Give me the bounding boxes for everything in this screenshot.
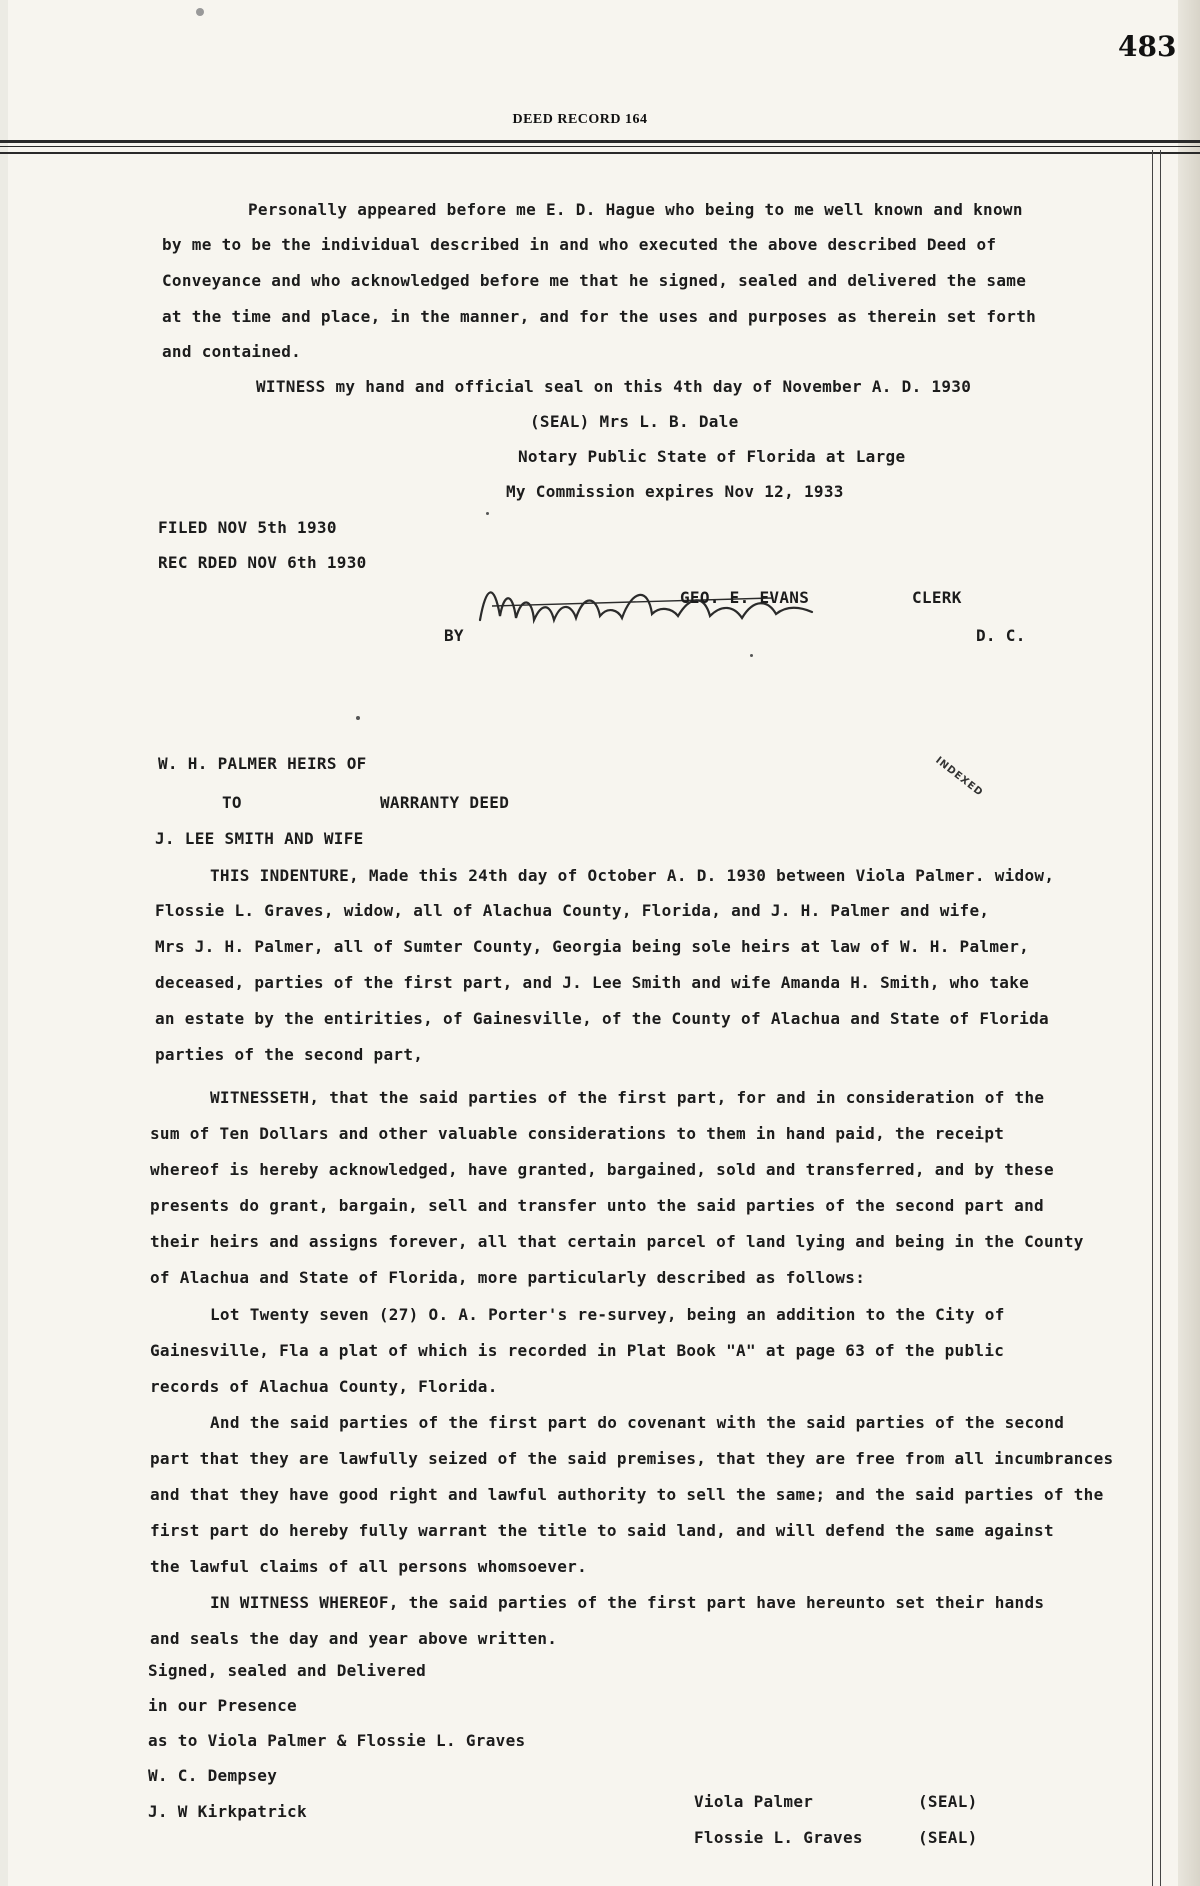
signatory-name: Viola Palmer bbox=[694, 1792, 814, 1811]
filed-date: FILED NOV 5th 1930 bbox=[158, 518, 337, 537]
deputy-clerk-label: D. C. bbox=[976, 626, 1026, 645]
witness-name: J. W Kirkpatrick bbox=[148, 1802, 307, 1821]
header-rule bbox=[0, 146, 1200, 147]
indenture-line: THIS INDENTURE, Made this 24th day of October A. D. 1930 between Viola Palmer. widow, bbox=[210, 866, 1055, 885]
covenant-line: the lawful claims of all persons whomsoever. bbox=[150, 1557, 588, 1576]
indenture-line: an estate by the entirities, of Gainesville, of the County of Alachua and State of Florida bbox=[155, 1009, 1049, 1028]
covenant-line: And the said parties of the first part do covenant with the said parties of the second bbox=[210, 1413, 1065, 1432]
page-edge bbox=[1178, 0, 1200, 1886]
acknowledgment-line: and contained. bbox=[162, 342, 302, 361]
indenture-line: Flossie L. Graves, widow, all of Alachua County, Florida, and J. H. Palmer and wife, bbox=[155, 901, 990, 920]
recorded-date: REC RDED NOV 6th 1930 bbox=[158, 553, 367, 572]
signatory-name: Flossie L. Graves bbox=[694, 1828, 863, 1847]
witnesseth-line: WITNESSETH, that the said parties of the first part, for and in consideration of the bbox=[210, 1088, 1045, 1107]
acknowledgment-line: Personally appeared before me E. D. Hague who being to me well known and known bbox=[248, 200, 1023, 219]
covenant-line: part that they are lawfully seized of the said premises, that they are free from all incumbrances bbox=[150, 1449, 1114, 1468]
signed-line: as to Viola Palmer & Flossie L. Graves bbox=[148, 1731, 526, 1750]
to-label: TO bbox=[222, 793, 242, 812]
paper-speck bbox=[196, 8, 204, 16]
paper-speck bbox=[486, 512, 489, 515]
witnesseth-line: their heirs and assigns forever, all that certain parcel of land lying and being in the County bbox=[150, 1232, 1084, 1251]
header-rule bbox=[0, 140, 1200, 143]
lot-description-line: records of Alachua County, Florida. bbox=[150, 1377, 498, 1396]
indenture-line: deceased, parties of the first part, and J. Lee Smith and wife Amanda H. Smith, who take bbox=[155, 973, 1030, 992]
record-book-title: DEED RECORD 164 bbox=[512, 112, 648, 127]
notary-commission: My Commission expires Nov 12, 1933 bbox=[506, 482, 844, 501]
acknowledgment-line: by me to be the individual described in and who executed the above described Deed of bbox=[162, 235, 997, 254]
paper-speck bbox=[750, 654, 753, 657]
lot-description-line: Lot Twenty seven (27) O. A. Porter's re-survey, being an addition to the City of bbox=[210, 1305, 1005, 1324]
by-label: BY bbox=[444, 626, 464, 645]
indenture-line: Mrs J. H. Palmer, all of Sumter County, Georgia being sole heirs at law of W. H. Palmer, bbox=[155, 937, 1030, 956]
page-spine bbox=[0, 0, 8, 1886]
witness-name: W. C. Dempsey bbox=[148, 1766, 278, 1785]
in-witness-line: and seals the day and year above written. bbox=[150, 1629, 558, 1648]
header-rule bbox=[0, 152, 1200, 154]
grantor-heading: W. H. PALMER HEIRS OF bbox=[158, 754, 367, 773]
witnesseth-line: presents do grant, bargain, sell and transfer unto the said parties of the second part and bbox=[150, 1196, 1044, 1215]
acknowledgment-line: at the time and place, in the manner, and for the uses and purposes as therein set forth bbox=[162, 307, 1037, 326]
signed-line: in our Presence bbox=[148, 1696, 297, 1715]
indexed-stamp: INDEXED bbox=[933, 755, 985, 799]
in-witness-line: IN WITNESS WHEREOF, the said parties of the first part have hereunto set their hands bbox=[210, 1593, 1045, 1612]
witnesseth-line: of Alachua and State of Florida, more particularly described as follows: bbox=[150, 1268, 866, 1287]
deed-type: WARRANTY DEED bbox=[380, 793, 510, 812]
witnesseth-line: whereof is hereby acknowledged, have granted, bargained, sold and transferred, and by these bbox=[150, 1160, 1054, 1179]
covenant-line: first part do hereby fully warrant the title to said land, and will defend the same against bbox=[150, 1521, 1054, 1540]
page-number: 483 bbox=[1118, 30, 1177, 63]
notary-title: Notary Public State of Florida at Large bbox=[518, 447, 906, 466]
lot-description-line: Gainesville, Fla a plat of which is recorded in Plat Book "A" at page 63 of the public bbox=[150, 1341, 1005, 1360]
grantee-heading: J. LEE SMITH AND WIFE bbox=[155, 829, 364, 848]
witnesseth-line: sum of Ten Dollars and other valuable considerations to them in hand paid, the receipt bbox=[150, 1124, 1005, 1143]
covenant-line: and that they have good right and lawful authority to sell the same; and the said parties of the bbox=[150, 1485, 1104, 1504]
notary-witness-line: WITNESS my hand and official seal on this 4th day of November A. D. 1930 bbox=[256, 377, 972, 396]
signatory-seal: (SEAL) bbox=[918, 1792, 978, 1811]
margin-rule bbox=[1152, 150, 1153, 1886]
margin-rule bbox=[1160, 150, 1161, 1886]
signed-line: Signed, sealed and Delivered bbox=[148, 1661, 427, 1680]
clerk-title: CLERK bbox=[912, 588, 962, 607]
indenture-line: parties of the second part, bbox=[155, 1045, 424, 1064]
notary-seal-name: (SEAL) Mrs L. B. Dale bbox=[530, 412, 739, 431]
signatory-seal: (SEAL) bbox=[918, 1828, 978, 1847]
acknowledgment-line: Conveyance and who acknowledged before me that he signed, sealed and delivered the same bbox=[162, 271, 1027, 290]
paper-speck bbox=[356, 716, 360, 720]
clerk-name: GEO. E. EVANS bbox=[680, 588, 810, 607]
